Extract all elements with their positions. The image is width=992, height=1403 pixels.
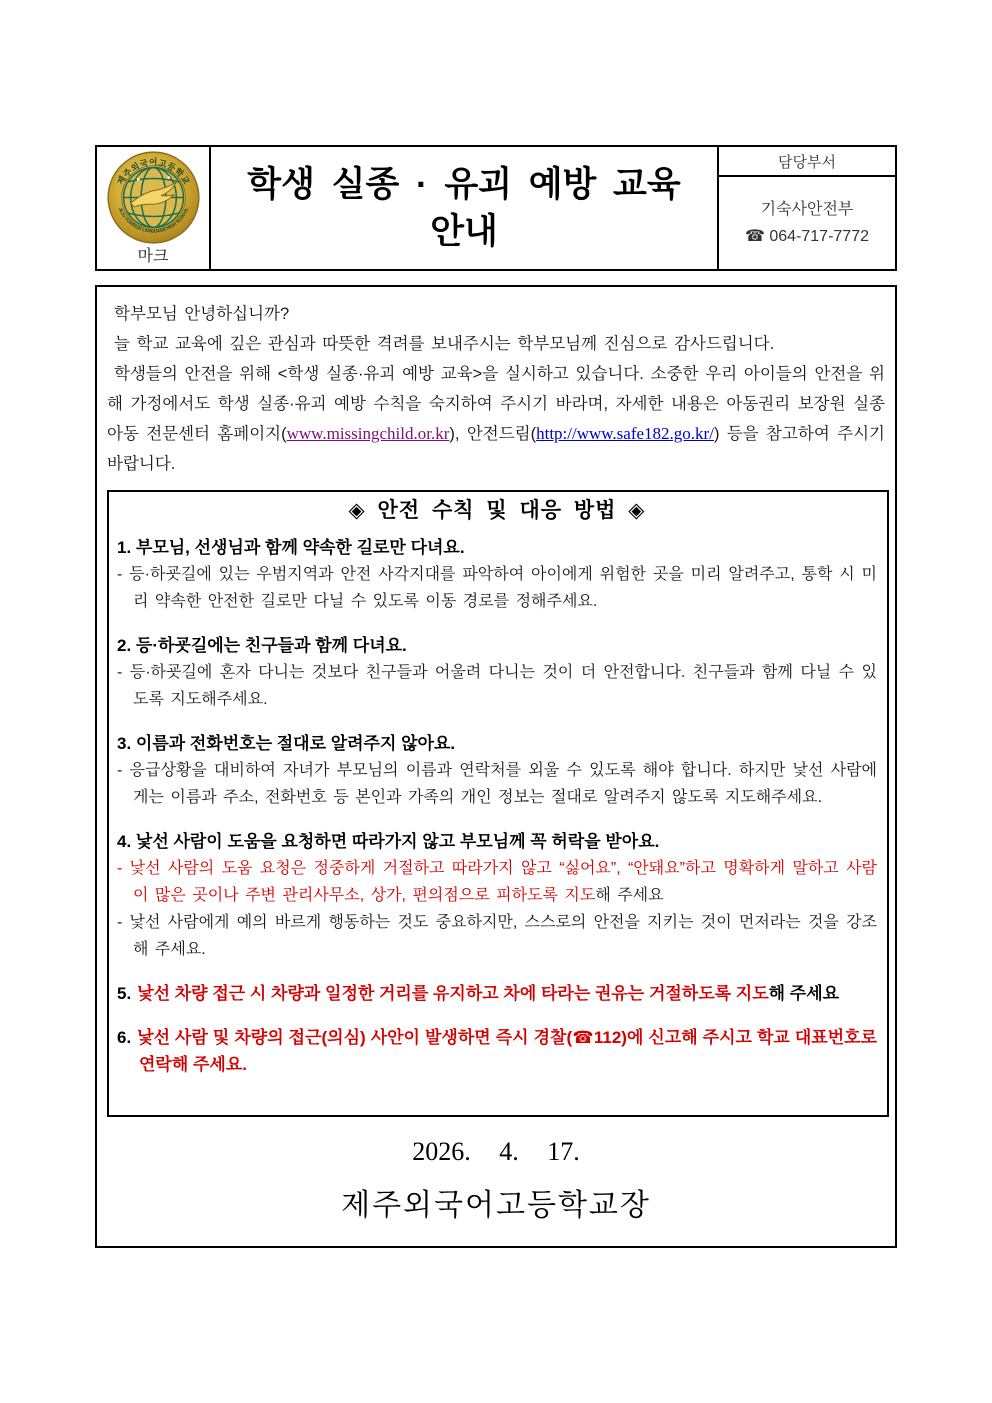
rule-1-detail: - 등·하굣길에 있는 우범지역과 안전 사각지대를 파악하여 아이에게 위험한 곳을 미리 알려주고, 통학 시 미리 약속한 안전한 길로만 다닐 수 있도록 이동 경로를 정해주세요. [117,566,877,610]
rule-1-title: 1. 부모님, 선생님과 함께 약속한 길로만 다녀요. [117,538,465,557]
rule-3-detail: - 응급상황을 대비하여 자녀가 부모님의 이름과 연락처를 외울 수 있도록 해야 합니다. 하지만 낯선 사람에게는 이름과 주소, 전화번호 등 본인과 가족의 개인 정보는 절대로 알려주지 않도록 지도해주세요. [117,762,877,806]
department-name: 기숙사안전부 [760,201,854,218]
rule-item-3 [117,730,877,811]
intro-text-between-links: ), 안전드림( [449,425,537,443]
issue-date: 2026. 4. 17. [412,1137,580,1166]
rule-5-red-text: 낯선 차량 접근 시 차량과 일정한 거리를 유지하고 차에 타라는 권유는 거절하도록 지도 [137,984,769,1003]
rule-item-6 [117,1024,877,1078]
svg-text:제주외국어고등학교: 제주외국어고등학교 [114,157,192,187]
department-column [719,147,895,269]
rule-2-detail: - 등·하굣길에 혼자 다니는 것보다 친구들과 어울려 다니는 것이 더 안전합니다. 친구들과 함께 다닐 수 있도록 지도해주세요. [117,664,877,708]
rule-4-detail-2: - 낯선 사람에게 예의 바르게 행동하는 것도 중요하지만, 스스로의 안전을 지키는 것이 먼저라는 것을 강조해 주세요. [117,914,877,958]
rule-4-red-text: - 낯선 사람의 도움 요청은 정중하게 거절하고 따라가지 않고 “싫어요”, “안돼요”하고 명확하게 말하고 사람이 많은 곳이나 주변 관리사무소, 상가, 편의점으로 피하도록 지도 [117,860,877,904]
rule-6-title [117,1024,877,1078]
thanks-line: 늘 학교 교육에 깊은 관심과 따뜻한 격려를 보내주시는 학부모님께 진심으로 감사드립니다. [114,335,775,353]
rule-item-1 [117,534,877,615]
safety-rules-box [107,490,889,1117]
header-table [95,145,897,271]
rule-item-2 [117,632,877,713]
logo-caption: 마크 [137,248,169,265]
missingchild-link[interactable]: www.missingchild.or.kr [286,424,450,443]
rule-5-black-tail: 해 주세요 [768,984,840,1003]
safe182-link[interactable]: http://www.safe182.go.kr/ [536,424,714,443]
rule-6-red-text: 낯선 사람 및 차량의 접근(의심) 사안이 발생하면 즉시 경찰(☎112)에 신고해 주시고 학교 대표번호로 연락해 주세요. [137,1028,877,1074]
rule-5-number: 5. [117,984,132,1003]
rule-6-number: 6. [117,1028,132,1047]
greeting-line: 학부모님 안녕하십니까? [114,305,290,323]
rule-item-5 [117,980,877,1007]
intro-paragraph [107,359,885,479]
rule-5-title [117,980,877,1007]
rule-2-title: 2. 등·하굣길에는 친구들과 함께 다녀요. [117,636,407,655]
rules-section-title: ◈ 안전 수칙 및 대응 방법 ◈ [348,499,646,522]
rule-item-4 [117,828,877,963]
intro-text-after-link2: ) 등을 참고하여 주시기 바랍니다. [107,425,885,473]
page-title-line1: 학생 실종 · 유괴 예방 교육 [247,165,681,204]
school-emblem-icon [106,150,201,245]
rule-3-title: 3. 이름과 전화번호는 절대로 알려주지 않아요. [117,734,456,753]
intro-section [107,299,885,479]
school-logo-cell [97,147,211,269]
department-label: 담당부서 [719,147,895,177]
department-info [719,177,895,269]
intro-text-before-link1: 학생들의 안전을 위해 <학생 실종·유괴 예방 교육>을 실시하고 있습니다. 소중한 우리 아이들의 안전을 위해 가정에서도 학생 실종·유괴 예방 수칙을 숙지하여 주시기 바라며, 자세한 내용은 아동권리 보장원 실종아동 전문센터 홈페이지( [107,365,885,443]
principal-signature: 제주외국어고등학교장 [341,1189,651,1222]
page-title-line2: 안내 [430,212,498,251]
department-phone: ☎ 064-717-7772 [744,228,869,245]
rule-4-black-tail: 해 주세요 [595,887,664,904]
rule-4-title: 4. 낯선 사람이 도움을 요청하면 따라가지 않고 부모님께 꼭 허락을 받아요. [117,832,660,851]
page-title [211,147,719,269]
rule-4-detail-red [117,855,877,909]
notice-body [95,285,897,1248]
svg-text:JEJU FOREIGN LANGUAGE HIGH SCH: JEJU FOREIGN LANGUAGE HIGH SCHOOL [117,206,189,234]
